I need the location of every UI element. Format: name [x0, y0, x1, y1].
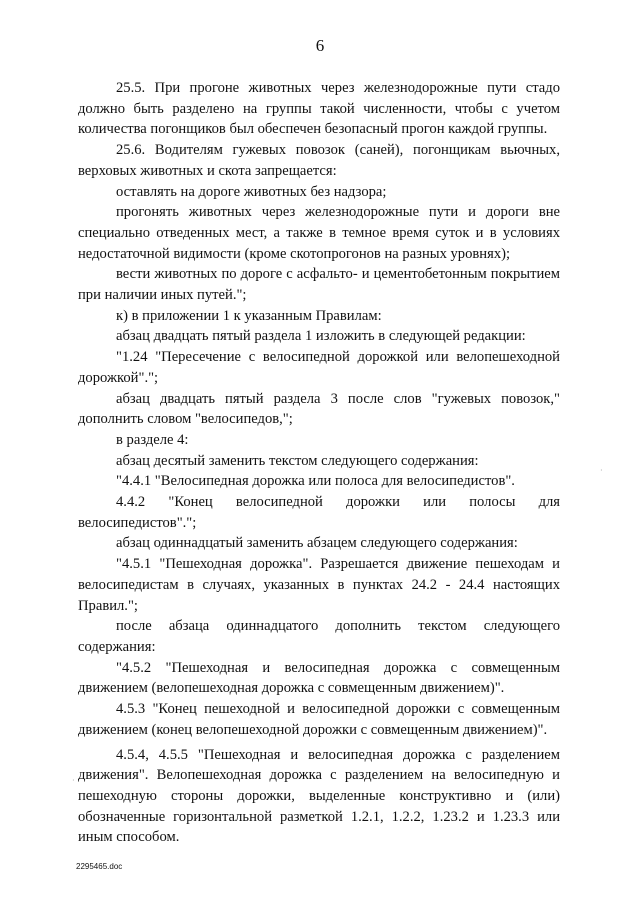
paragraph-item: абзац одиннадцатый заменить абзацем следующего содержания:: [116, 535, 518, 552]
paragraph-item: абзац двадцать пятый раздела 1 изложить в следующей редакции:: [116, 328, 526, 345]
scan-dot: ·: [72, 776, 75, 785]
footer-filename: 2295465.doc: [76, 862, 123, 871]
paragraph-item: "4.5.2 "Пешеходная и велосипедная дорожка с совмещенным движением (велопешеходная дорожка с совмещенным движением)".: [78, 659, 560, 697]
paragraph-item: оставлять на дороге животных без надзора;: [116, 183, 387, 200]
paragraph-item: "1.24 "Пересечение с велосипедной дорожкой или велопешеходной дорожкой".";: [78, 349, 560, 386]
paragraph-25-5: 25.5. При прогоне животных через железнодорожные пути стадо должно быть разделено на группы такой численности, чтобы с учетом количества погонщиков был обеспечен безопасный прогон каждой группы.: [78, 80, 560, 138]
paragraph-item: 4.4.2 "Конец велосипедной дорожки или полосы для велосипедистов".";: [78, 494, 560, 531]
paragraph-item: абзац двадцать пятый раздела 3 после слов "гужевых повозок," дополнить словом "велосипедов,";: [78, 390, 560, 428]
paragraph-item: абзац десятый заменить текстом следующего содержания:: [116, 452, 479, 469]
paragraph-item: в разделе 4:: [116, 431, 189, 448]
document-body: [78, 78, 560, 848]
paragraph-item: после абзаца одиннадцатого дополнить текстом следующего содержания:: [78, 618, 560, 655]
paragraph-item: "4.5.1 "Пешеходная дорожка". Разрешается движение пешеходам и велосипедистам в случаях, указанных в пунктах 24.2 - 24.4 настоящих Правил.";: [78, 556, 560, 614]
paragraph-item: 4.5.3 "Конец пешеходной и велосипедной дорожки с совмещенным движением (конец велопешеходной дорожки с совмещенным движением)".: [78, 701, 560, 738]
paragraph-item: "4.4.1 "Велосипедная дорожка или полоса для велосипедистов".: [116, 473, 515, 490]
paragraph-item: 4.5.4, 4.5.5 "Пешеходная и велосипедная дорожка с разделением движения". Велопешеходная дорожка с разделением на велосипедную и пешеходную стороны дорожки, выделенные конструктивно и (или) обозначенные горизонтальной разметкой 1.2.1, 1.2.2, 1.23.2 и 1.23.3 или иным способом.: [78, 746, 560, 846]
scan-dot: ·: [600, 466, 603, 475]
paragraph-item: прогонять животных через железнодорожные пути и дороги вне специально отведенных мест, а также в темное время суток и в условиях недостаточной видимости (кроме скотопрогонов на разных уровнях);: [78, 204, 560, 262]
paragraph-item: вести животных по дороге с асфальто- и цементобетонным покрытием при наличии иных путей.";: [78, 266, 560, 304]
page-number: 6: [315, 36, 325, 55]
paragraph-25-6: 25.6. Водителям гужевых повозок (саней), погонщикам вьючных, верховых животных и скота запрещается:: [78, 142, 560, 179]
paragraph-item: к) в приложении 1 к указанным Правилам:: [116, 307, 382, 324]
